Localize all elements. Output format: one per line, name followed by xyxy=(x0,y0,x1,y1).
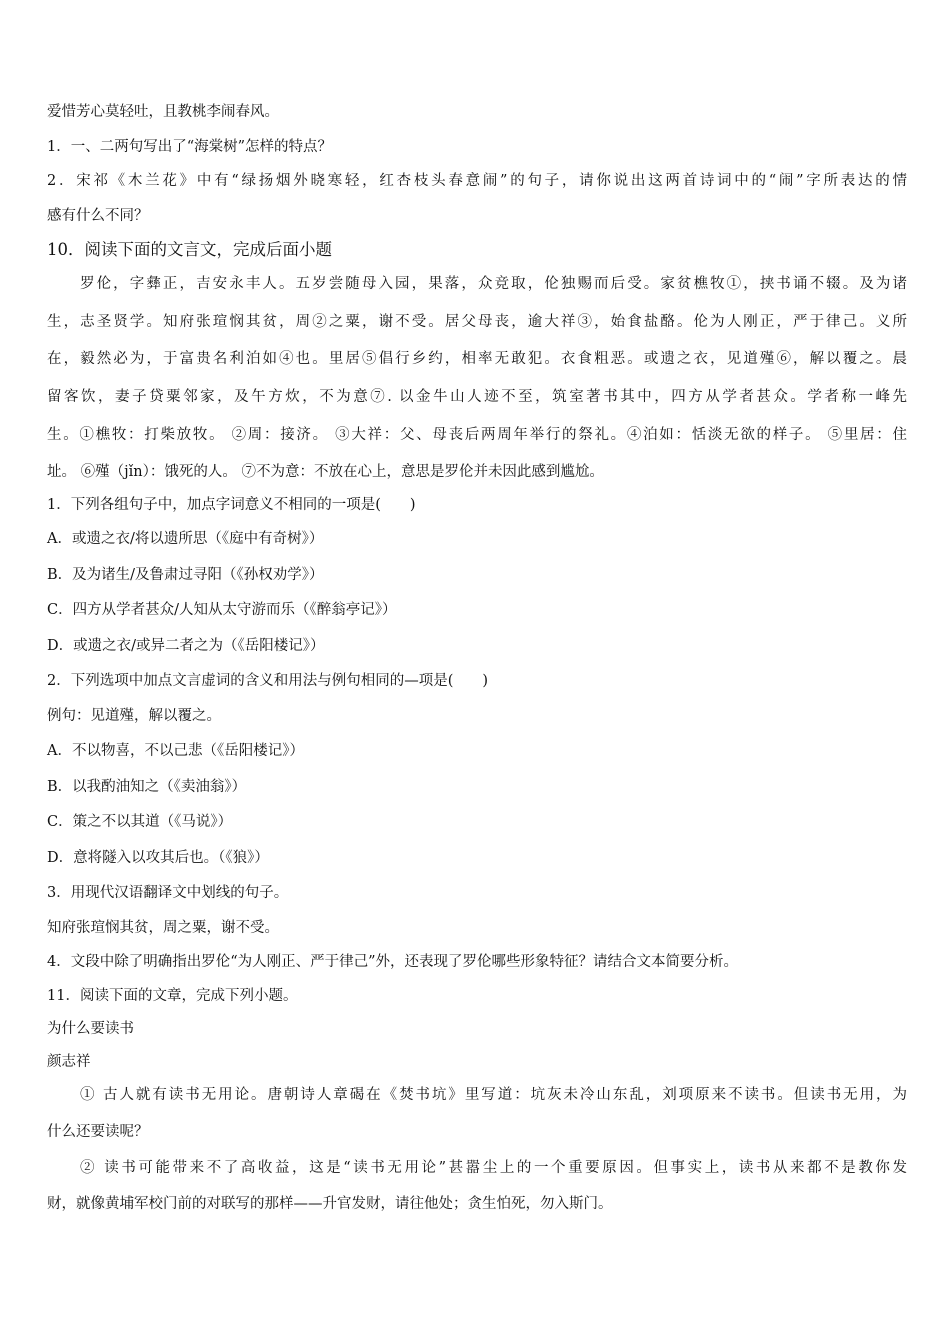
option-b: B．以我酌油知之（《卖油翁》） xyxy=(47,779,247,795)
article-paragraph-1-line-2: 什么还要读呢？ xyxy=(47,1124,149,1140)
passage-line: 罗伦，字彝正，吉安永丰人。五岁尝随母入园，果落，众竞取，伦独赐而后受。家贫樵牧①，挟书诵不辍。及为诸 xyxy=(80,276,907,292)
article-title: 为什么要读书 xyxy=(47,1021,134,1037)
question-10-2-example: 例句：见道殣，解以覆之。 xyxy=(47,708,221,724)
passage-line: 在，毅然必为，于富贵名利泊如④也。里居⑤倡行乡约，相率无敢犯。衣食粗恶。或遗之衣，见道殣⑥，解以覆之。晨 xyxy=(47,351,907,367)
option-d: D．或遗之衣/或异二者之为（《岳阳楼记》） xyxy=(47,638,325,654)
option-c: C．四方从学者甚众/人知从太守游而乐（《醉翁亭记》） xyxy=(47,602,397,618)
question-9-2-line-1: 2．宋祁《木兰花》中有“绿扬烟外晓寒轻，红杏枝头春意闹”的句子，请你说出这两首诗词中的“闹”字所表达的情 xyxy=(47,173,907,189)
question-10-3-stem: 3．用现代汉语翻译文中划线的句子。 xyxy=(47,885,289,901)
question-9-1: 1．一、二两句写出了“海棠树”怎样的特点？ xyxy=(47,139,333,155)
passage-line: 生。①樵牧：打柴放牧。 ②周：接济。 ③大祥：父、母丧后两周年举行的祭礼。④泊如：恬淡无欲的样子。 ⑤里居：住 xyxy=(47,427,907,443)
option-d: D．意将隧入以攻其后也。（《狼》） xyxy=(47,850,269,866)
question-10-heading: 10．阅读下面的文言文，完成后面小题 xyxy=(47,240,332,259)
passage-line: 留客饮，妻子贷粟邻家，及午方炊，不为意⑦. 以金牛山人迹不至，筑室著书其中，四方从学者甚众。学者称一峰先 xyxy=(47,389,907,405)
option-c: C．策之不以其道（《马说》） xyxy=(47,814,233,830)
passage-line: 生，志圣贤学。知府张瑄悯其贫，周②之粟，谢不受。居父母丧，逾大祥③，始食盐酪。伦为人刚正，严于律己。义所 xyxy=(47,314,907,330)
question-10-1-stem: 1．下列各组句子中，加点字词意义不相同的一项是( ) xyxy=(47,497,416,513)
article-paragraph-1-line-1: ① 古人就有读书无用论。唐朝诗人章碣在《焚书坑》里写道：坑灰未冷山东乱，刘项原来不读书。但读书无用，为 xyxy=(80,1087,907,1103)
question-9-2-line-2: 感有什么不同？ xyxy=(47,208,149,224)
passage-line: 址。 ⑥殣（jǐn）：饿死的人。 ⑦不为意：不放在心上，意思是罗伦并未因此感到尴尬。 xyxy=(47,464,604,480)
question-10-4-stem: 4．文段中除了明确指出罗伦“为人刚正、严于律己”外，还表现了罗伦哪些形象特征？请结合文本简要分析。 xyxy=(47,954,739,970)
article-paragraph-2-line-2: 财，就像黄埔军校门前的对联写的那样——升官发财，请往他处；贪生怕死，勿入斯门。 xyxy=(47,1196,613,1212)
poem-last-line: 爱惜芳心莫轻吐，且教桃李闹春风。 xyxy=(47,104,279,120)
article-paragraph-2-line-1: ② 读书可能带来不了高收益，这是“读书无用论”甚嚣尘上的一个重要原因。但事实上，读书从来都不是教你发 xyxy=(80,1160,907,1176)
question-10-2-stem: 2．下列选项中加点文言虚词的含义和用法与例句相同的—项是( ) xyxy=(47,673,489,689)
article-author: 颜志祥 xyxy=(47,1054,91,1070)
question-10-3-sentence: 知府张瑄悯其贫，周之粟，谢不受。 xyxy=(47,920,279,936)
option-a: A．或遗之衣/将以遗所思（《庭中有奇树》） xyxy=(47,531,324,547)
question-11-heading: 11．阅读下面的文章，完成下列小题。 xyxy=(47,988,298,1004)
option-a: A．不以物喜，不以己悲（《岳阳楼记》） xyxy=(47,743,304,759)
option-b: B．及为诸生/及鲁肃过寻阳（《孙权劝学》） xyxy=(47,567,324,583)
